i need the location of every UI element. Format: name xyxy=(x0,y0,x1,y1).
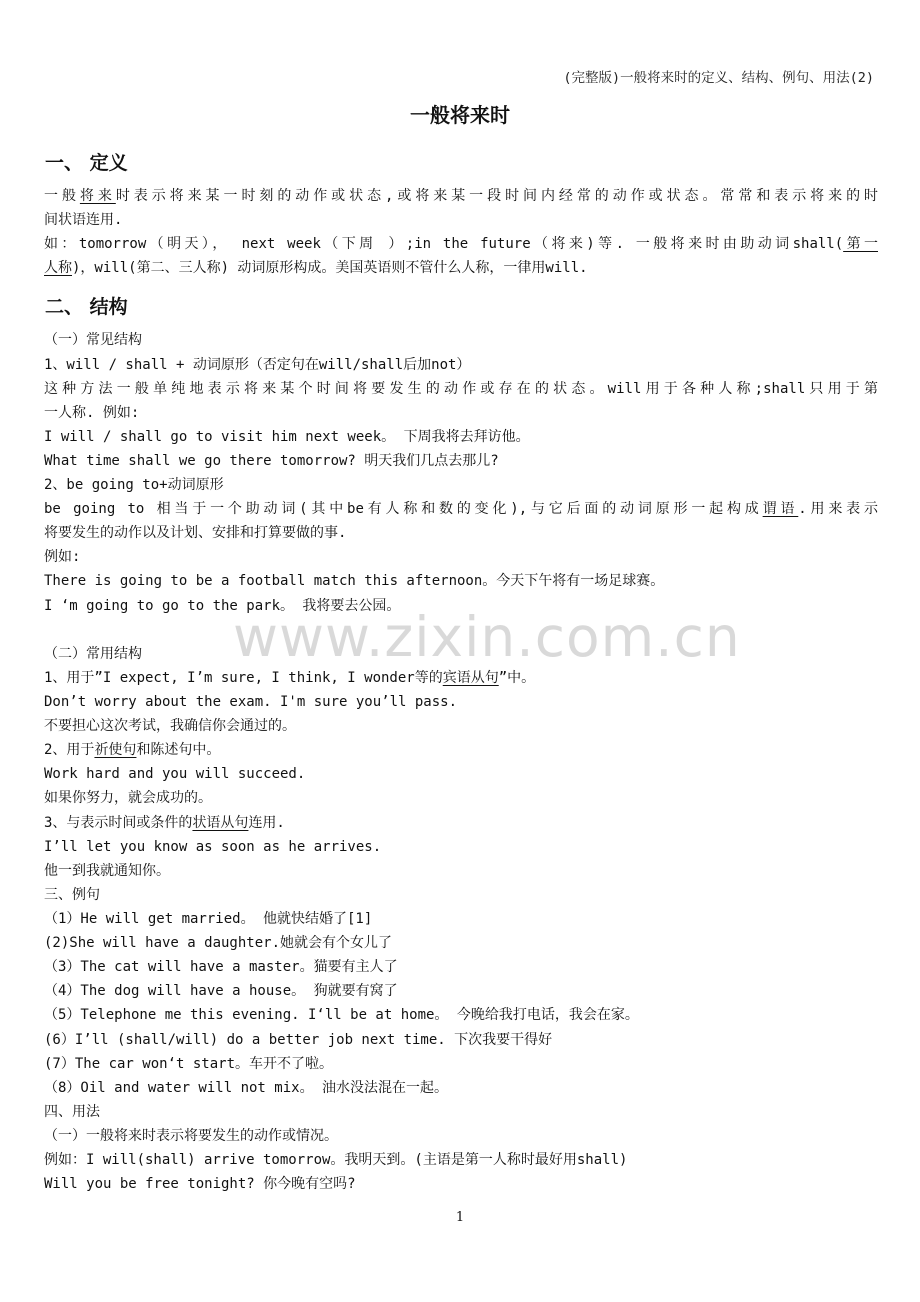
page-header: (完整版)一般将来时的定义、结构、例句、用法(2) xyxy=(563,70,874,86)
link-adverbial-clause[interactable]: 状语从句 xyxy=(192,815,249,831)
text-span: )，will(第二、三人称) 动词原形构成。美国英语则不管什么人称，一律用will. xyxy=(72,260,588,276)
link-imperative[interactable]: 祈使句 xyxy=(94,742,137,758)
example-sentence: （4）The dog will have a house。 狗就要有窝了 xyxy=(44,983,398,999)
structure-line xyxy=(44,740,878,760)
section-heading-definition: 一、 定义 xyxy=(45,152,128,174)
link-future[interactable]: 将来 xyxy=(79,188,116,204)
example-sentence: （8）Oil and water will not mix。 油水没法混在一起。 xyxy=(44,1080,449,1096)
example-line: Work hard and you will succeed. xyxy=(44,766,306,782)
text-span: .用来表示 xyxy=(798,501,878,517)
subheading-usual-structure: （二）常用结构 xyxy=(44,646,142,662)
example-sentence: (6）I’ll (shall/will) do a better job next time. 下次我要干得好 xyxy=(44,1032,553,1048)
usage-line: （一）一般将来时表示将要发生的动作或情况。 xyxy=(44,1128,338,1144)
text-span: 连用. xyxy=(248,815,285,831)
watermark: www.zixin.com.cn xyxy=(233,605,741,669)
text-span: 如：tomorrow（明天）， next week（下周 ）;in the future（将来)等. 一般将来时由助动词shall( xyxy=(44,236,844,252)
text-span: be going to 相当于一个助动词(其中be有人称和数的变化),与它后面的动词原形一起构成 xyxy=(44,501,763,517)
link-object-clause[interactable]: 宾语从句 xyxy=(442,670,499,686)
usage-line: 例如：I will(shall) arrive tomorrow。我明天到。(主语是第一人称时最好用shall) xyxy=(44,1152,628,1168)
text-span: 3、与表示时间或条件的 xyxy=(44,815,193,831)
definition-line-1 xyxy=(44,186,878,206)
section-heading-usage: 四、用法 xyxy=(44,1104,100,1120)
structure-line: 2、be going to+动词原形 xyxy=(44,477,224,493)
structure-line: 这种方法一般单纯地表示将来某个时间将要发生的动作或存在的状态。will用于各种人称;shall只用于第 xyxy=(44,381,878,397)
example-line: 如果你努力，就会成功的。 xyxy=(44,790,212,806)
structure-line xyxy=(44,499,878,519)
text-span: 1、用于”I expect, I’m sure, I think, I wonder等的 xyxy=(44,670,443,686)
example-sentence: (2)She will have a daughter.她就会有个女儿了 xyxy=(44,935,393,951)
example-sentence: （3）The cat will have a master。猫要有主人了 xyxy=(44,959,398,975)
example-line: 他一到我就通知你。 xyxy=(44,863,170,879)
link-first-person-a[interactable]: 第一 xyxy=(843,236,878,252)
definition-line-4 xyxy=(44,258,878,278)
page-number: 1 xyxy=(455,1210,465,1225)
structure-line: 一人称. 例如: xyxy=(44,405,140,421)
text-span: 时表示将来某一时刻的动作或状态,或将来某一段时间内经常的动作或状态。常常和表示将来的时 xyxy=(115,188,879,204)
section-heading-structure: 二、 结构 xyxy=(45,296,128,318)
text-span: 和陈述句中。 xyxy=(136,742,221,758)
example-line: Don’t worry about the exam. I'm sure you’ll pass. xyxy=(44,694,458,710)
example-sentence: (7）The car won‘t start。车开不了啦。 xyxy=(44,1056,334,1072)
structure-line: 例如: xyxy=(44,549,81,565)
example-sentence: （5）Telephone me this evening. I‘ll be at home。 今晚给我打电话，我会在家。 xyxy=(44,1007,639,1023)
structure-line xyxy=(44,813,878,833)
structure-line: 1、will / shall + 动词原形（否定句在will/shall后加not） xyxy=(44,357,471,373)
structure-line xyxy=(44,668,878,688)
link-predicate[interactable]: 谓语 xyxy=(762,501,799,517)
example-line: What time shall we go there tomorrow? 明天我们几点去那儿? xyxy=(44,453,499,469)
definition-line-3 xyxy=(44,234,878,254)
link-first-person-b[interactable]: 人称 xyxy=(44,260,72,276)
example-sentence: （1）He will get married。 他就快结婚了[1] xyxy=(44,911,373,927)
section-heading-examples: 三、例句 xyxy=(44,887,100,903)
example-line: There is going to be a football match this afternoon。今天下午将有一场足球赛。 xyxy=(44,573,665,589)
example-line: I will / shall go to visit him next week。 下周我将去拜访他。 xyxy=(44,429,530,445)
subheading-common-structure: （一）常见结构 xyxy=(44,332,142,348)
text-span: 一般 xyxy=(44,188,80,204)
definition-line-2: 间状语连用. xyxy=(44,212,123,228)
page-title: 一般将来时 xyxy=(410,103,510,127)
example-line: I’ll let you know as soon as he arrives. xyxy=(44,839,382,855)
text-span: ”中。 xyxy=(498,670,536,686)
example-line: I ‘m going to go to the park。 我将要去公园。 xyxy=(44,598,401,614)
text-span: 2、用于 xyxy=(44,742,95,758)
usage-line: Will you be free tonight? 你今晚有空吗? xyxy=(44,1176,356,1192)
structure-line: 将要发生的动作以及计划、安排和打算要做的事. xyxy=(44,525,347,541)
example-line: 不要担心这次考试，我确信你会通过的。 xyxy=(44,718,296,734)
